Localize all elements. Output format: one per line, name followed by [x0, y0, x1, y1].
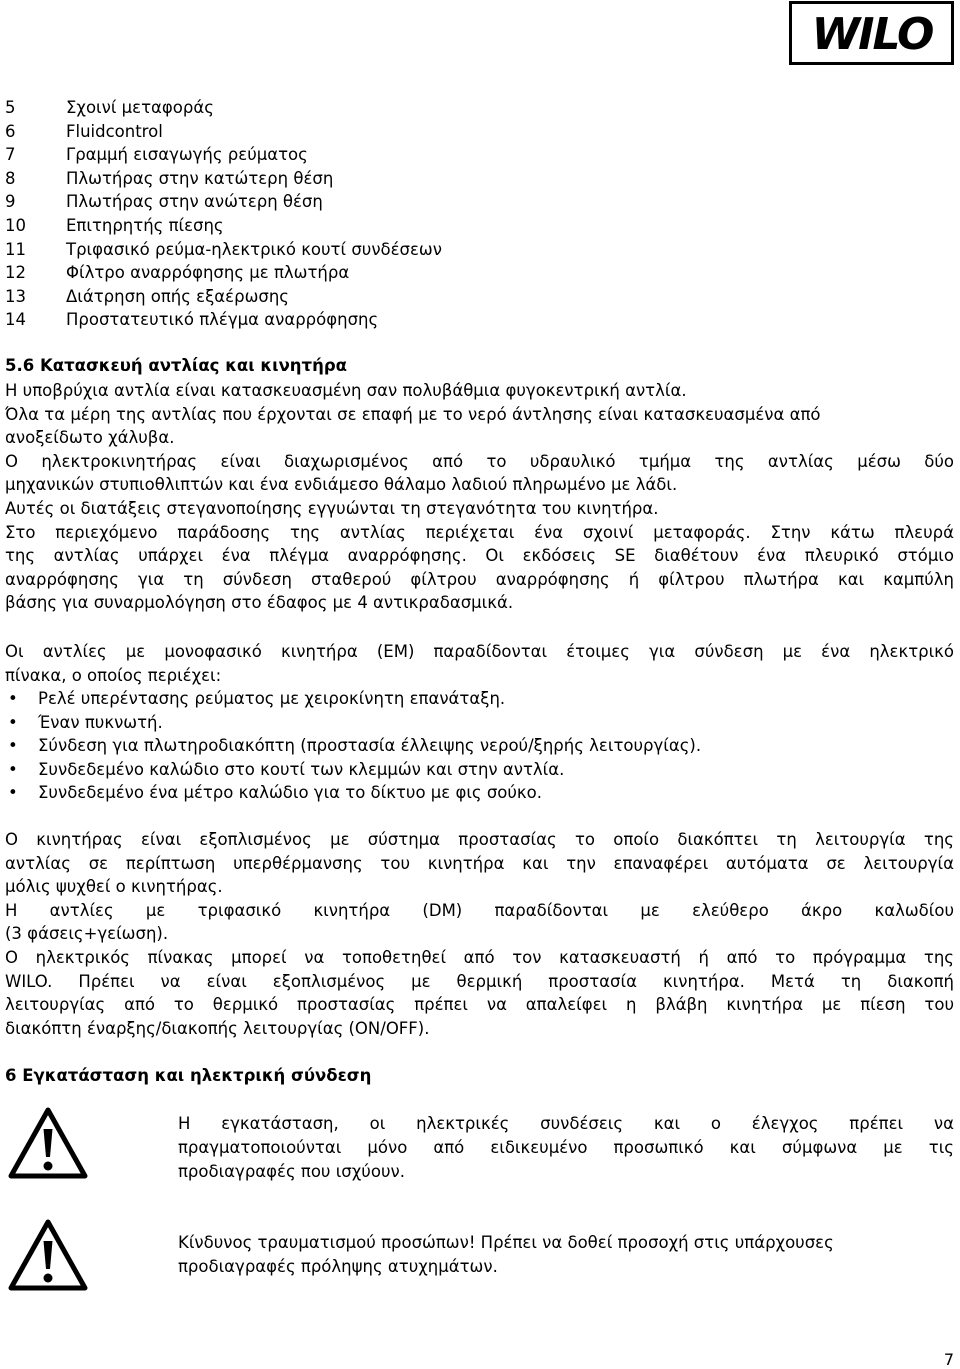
list-item-number: 10: [5, 215, 26, 235]
text-line: Κίνδυνος τραυματισμού προσώπων! Πρέπει να δοθεί προσοχή στις υπάρχουσες: [178, 1233, 834, 1252]
bullet-icon: •: [8, 689, 18, 708]
bullet-icon: •: [8, 759, 18, 779]
text-line: Όλα τα μέρη της αντλίας που έρχονται σε επαφή με το νερό άντλησης είναι κατασκευασμένα από: [5, 404, 821, 424]
warning-icon: [8, 1219, 88, 1291]
section-heading-5-6: 5.6 Κατασκευή αντλίας και κινητήρα: [5, 356, 347, 375]
list-item: [5, 167, 442, 191]
bullet-list: [5, 687, 954, 805]
text-line: Στο περιεχόμενο παράδοσης της αντλίας περιέχεται ένα σχοινί μεταφοράς. Στην κάτω πλευρά: [5, 522, 954, 542]
list-item-label: Σχοινί μεταφοράς: [66, 98, 214, 117]
list-item-number: 14: [5, 310, 26, 330]
text-line: WILO. Πρέπει να είναι εξοπλισμένος με θερμική προστασία κινητήρα. Μετά τη διακοπή: [5, 971, 954, 991]
list-item-label: Πλωτήρας στην ανώτερη θέση: [66, 192, 323, 212]
bullet-text: Ρελέ υπερέντασης ρεύματος με χειροκίνητη επανάταξη.: [38, 689, 506, 708]
list-item-label: Διάτρηση οπής εξαέρωσης: [66, 286, 289, 306]
text-line: Η υποβρύχια αντλία είναι κατασκευασμένη σαν πολυβάθμια φυγοκεντρική αντλία.: [5, 381, 687, 400]
list-item: [5, 308, 442, 332]
text-line: προδιαγραφές πρόληψης ατυχημάτων.: [178, 1257, 498, 1276]
list-item: [5, 261, 442, 285]
list-item-number: 13: [5, 286, 26, 306]
bullet-item: [5, 711, 954, 735]
text-line: αναρρόφησης για τη σύνδεση σταθερού φίλτρου αναρρόφησης ή φίλτρου πλωτήρα και καμπύλη: [5, 569, 954, 589]
bullet-icon: •: [8, 783, 18, 803]
list-item-label: Γραμμή εισαγωγής ρεύματος: [66, 145, 308, 165]
bullet-item: [5, 734, 954, 758]
bullet-icon: •: [8, 736, 18, 756]
text-line: αντλίας σε περίπτωση υπερθέρμανσης του κινητήρα και την επαναφέρει αυτόματα σε λειτουργία: [5, 853, 954, 873]
wilo-logo-mark: [797, 11, 947, 55]
warning-injury-text: [178, 1231, 954, 1279]
list-item-number: 7: [5, 145, 16, 165]
text-line: πραγματοποιούνται μόνο από ειδικευμένο προσωπικό και σύμφωνα με τις: [178, 1138, 954, 1157]
list-item-label: Προστατευτικό πλέγμα αναρρόφησης: [66, 310, 379, 330]
list-item-label: Φίλτρο αναρρόφησης με πλωτήρα: [66, 263, 350, 283]
bullet-text: Έναν πυκνωτή.: [38, 712, 163, 732]
text-line: προδιαγραφές που ισχύουν.: [178, 1162, 405, 1181]
text-line: μόλις ψυχθεί ο κινητήρας.: [5, 877, 223, 897]
text-line: Οι αντλίες με μονοφασικό κινητήρα (EM) παραδίδονται έτοιμες για σύνδεση με ένα ηλεκτρικό: [5, 642, 954, 661]
list-item-number: 8: [5, 168, 16, 188]
list-item-number: 5: [5, 98, 16, 117]
text-line: της αντλίας υπάρχει ένα πλέγμα αναρρόφησης. Οι εκδόσεις SE διαθέτουν ένα πλευρικό στόμιο: [5, 546, 954, 566]
text-line: Ο ηλεκτροκινητήρας είναι διαχωρισμένος από το υδραυλικό τμήμα της αντλίας μέσω δύο: [5, 451, 954, 471]
text-line: (3 φάσεις+γείωση).: [5, 924, 169, 944]
text-line: Ο κινητήρας είναι εξοπλισμένος με σύστημα προστασίας το οποίο διακόπτει τη λειτουργία της: [5, 830, 954, 849]
text-line: Η αντλίες με τριφασικό κινητήρα (DM) παραδίδονται με ελεύθερο άκρο καλωδίου: [5, 900, 954, 920]
text-line: πίνακα, ο οποίος περιέχει:: [5, 665, 222, 685]
list-item: [5, 238, 442, 262]
bullet-icon: •: [8, 712, 18, 732]
list-item-number: 12: [5, 263, 26, 283]
list-item: [5, 285, 442, 309]
list-item-label: Τριφασικό ρεύμα-ηλεκτρικό κουτί συνδέσεων: [66, 239, 442, 259]
bullet-text: Συνδεδεμένο καλώδιο στο κουτί των κλεμμών και στην αντλία.: [38, 759, 565, 779]
warning-installation-text: [178, 1112, 954, 1184]
text-line: βάσης για συναρμολόγηση στο έδαφος με 4 αντικραδασμικά.: [5, 593, 514, 613]
list-item-number: 6: [5, 121, 16, 141]
list-item-label: Επιτηρητής πίεσης: [66, 215, 224, 235]
list-item: [5, 190, 442, 214]
text-line: λειτουργίας από το θερμικό προστασίας πρέπει να απαλείφει η βλάβη κινητήρα με πίεση του: [5, 995, 954, 1015]
warning-icon: [8, 1107, 88, 1179]
paragraph-pump-construction: [5, 379, 954, 615]
list-item-label: Fluidcontrol: [66, 121, 163, 141]
wilo-logo: [789, 1, 954, 65]
list-item-number: 9: [5, 192, 16, 212]
text-line: Ο ηλεκτρικός πίνακας μπορεί να τοποθετηθεί από τον κατασκευαστή ή από το πρόγραμμα της: [5, 947, 954, 967]
section-heading-6: 6 Εγκατάσταση και ηλεκτρική σύνδεση: [5, 1066, 372, 1085]
bullet-item: [5, 687, 954, 711]
list-item: [5, 96, 442, 120]
list-item: [5, 214, 442, 238]
paragraph-em-motor: [5, 640, 954, 687]
parts-list: [5, 96, 442, 332]
page-number: 7: [943, 1350, 954, 1369]
bullet-text: Συνδεδεμένο ένα μέτρο καλώδιο για το δίκτυο με φις σούκο.: [38, 783, 542, 803]
logo-text: WILO: [811, 11, 932, 55]
text-line: διακόπτη έναρξης/διακοπής λειτουργίας (ON/OFF).: [5, 1018, 430, 1038]
text-line: μηχανικών στυπιοθλιπτών και ένα ενδιάμεσο θάλαμο λαδιού πληρωμένο με λάδι.: [5, 475, 678, 495]
list-item-number: 11: [5, 239, 26, 259]
list-item-label: Πλωτήρας στην κατώτερη θέση: [66, 168, 334, 188]
bullet-text: Σύνδεση για πλωτηροδιακόπτη (προστασία έλλειψης νερού/ξηρής λειτουργίας).: [38, 736, 702, 756]
list-item: [5, 143, 442, 167]
text-line: Αυτές οι διατάξεις στεγανοποίησης εγγυώνται τη στεγανότητα του κινητήρα.: [5, 498, 659, 518]
bullet-item: [5, 781, 954, 805]
paragraph-motor-protection: [5, 828, 954, 1040]
bullet-item: [5, 758, 954, 782]
list-item: [5, 120, 442, 144]
text-line: Η εγκατάσταση, οι ηλεκτρικές συνδέσεις και ο έλεγχος πρέπει να: [178, 1114, 954, 1133]
text-line: ανοξείδωτο χάλυβα.: [5, 428, 175, 448]
